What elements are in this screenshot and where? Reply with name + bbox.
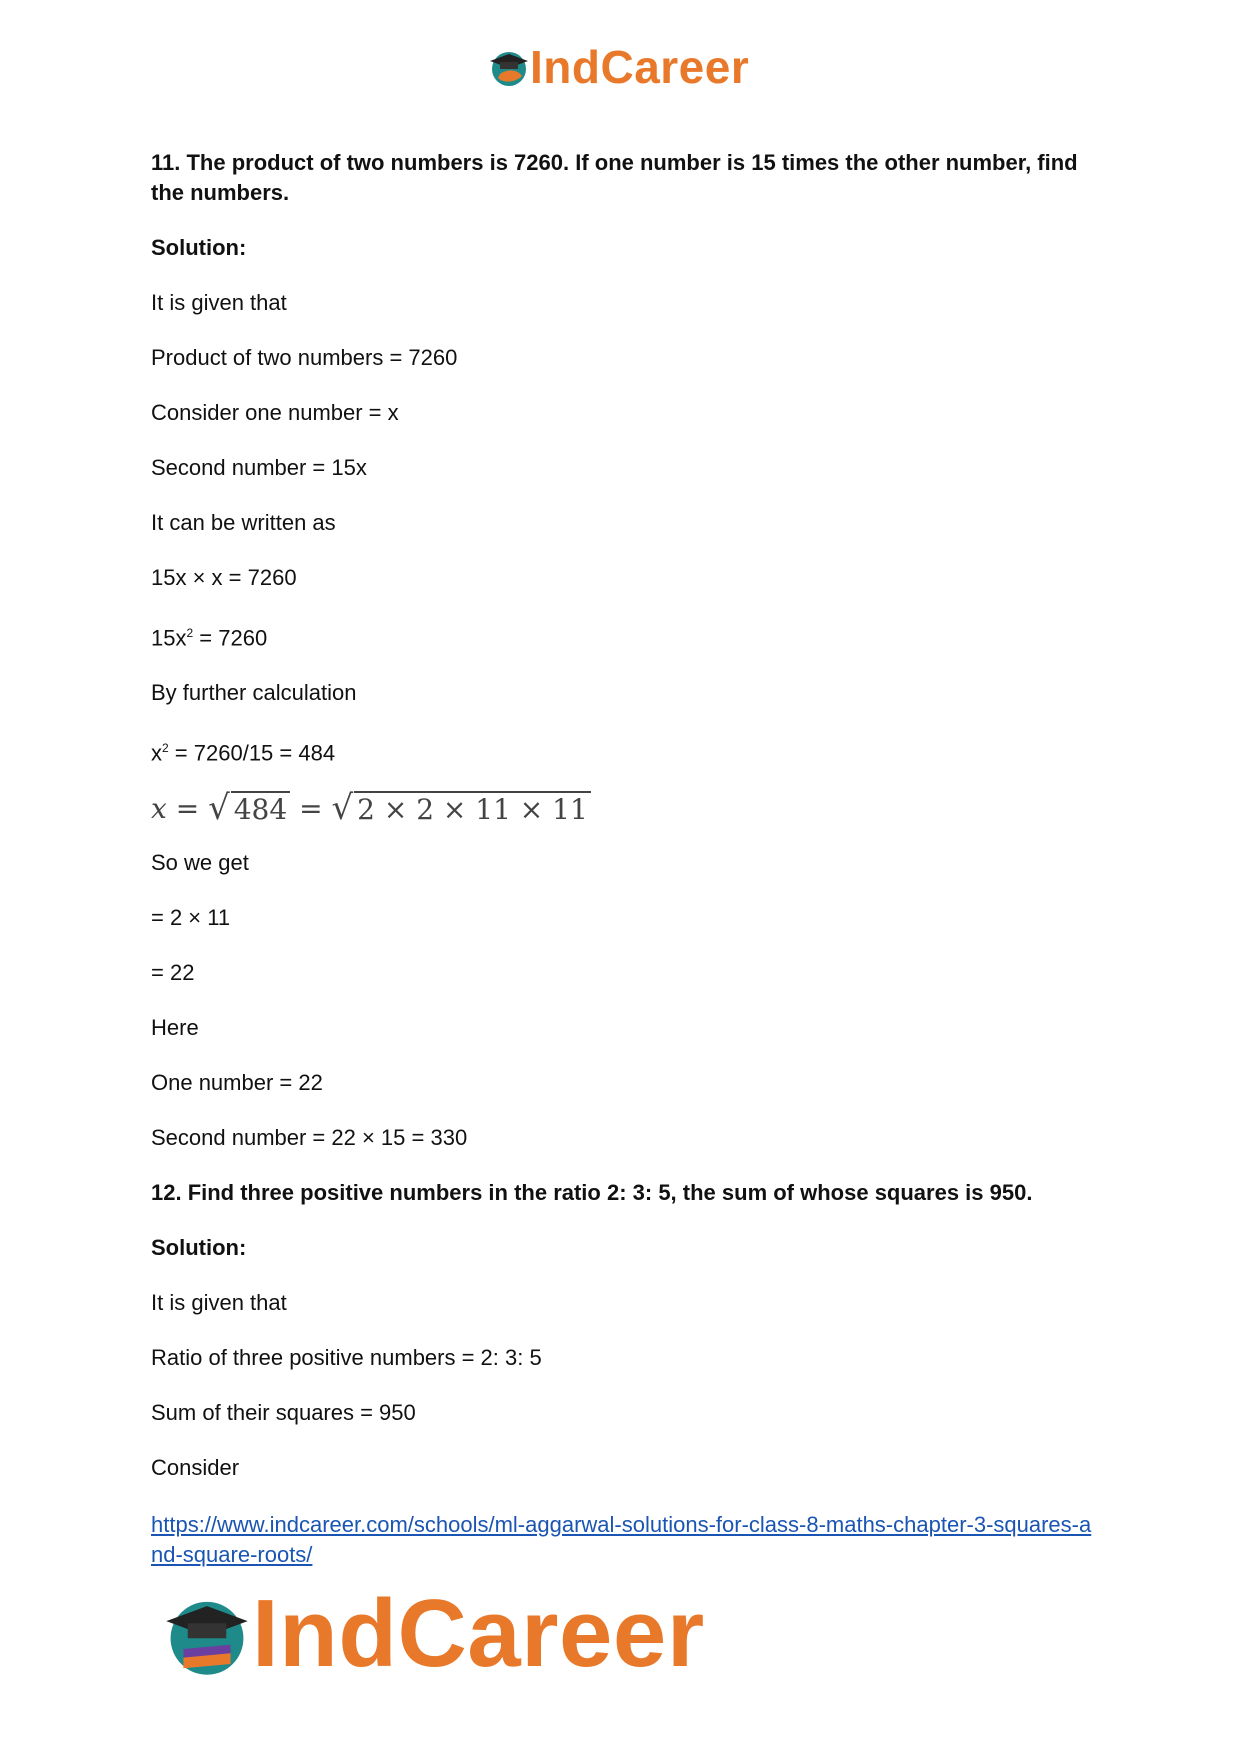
logo-text: IndCareer [530,41,750,93]
text-line: It can be written as [151,510,336,535]
text-line: It is given that [151,1289,287,1315]
sqrt-symbol: √ [208,787,230,828]
eq-base: x [151,740,162,766]
eq-rest: = 7260 [193,625,268,651]
text-line: By further calculation [151,680,357,706]
text-line: Here [151,1014,199,1040]
text-line: One number = 22 [151,1069,323,1095]
eq-exponent: 2 [186,626,194,640]
sqrt-formula [151,789,1101,829]
equation-line [151,618,1101,653]
text-line: Product of two numbers = 7260 [151,345,458,370]
text-line: Second number = 15x [151,455,367,480]
text-line: 15x × x = 7260 [151,565,297,590]
text-line: Consider one number = x [151,400,399,425]
eq-exponent: 2 [162,741,169,756]
radicand-2: 2 × 2 × 11 × 11 [354,791,591,827]
graduation-globe-icon [488,46,530,88]
equation-line [151,733,1101,768]
text-line: = 2 × 11 [151,904,231,930]
sqrt-symbol: √ [331,787,354,828]
question-12: 12. Find three positive numbers in the ratio 2: 3: 5, the sum of whose squares is 950. [151,1179,1033,1205]
solution-label: Solution: [151,1234,247,1260]
radical-1 [208,787,290,828]
text-line: = 22 [151,959,195,985]
text-line: Sum of their squares = 950 [151,1399,416,1425]
text-line: So we get [151,849,249,875]
footer-logo [162,1580,705,1687]
text-line: It is given that [151,290,287,315]
question-11: 11. The product of two numbers is 7260. If one number is 15 times the other number, find the numbers. [151,150,1078,205]
source-link[interactable]: https://www.indcareer.com/schools/ml-aggarwal-solutions-for-class-8-maths-chapter-3-squares-and-square-roots/ [151,1512,1092,1567]
radicand-1: 484 [231,791,290,827]
formula-equals: = [290,792,332,826]
text-line: Consider [151,1454,240,1480]
formula-equals: = [166,792,209,826]
document-body [151,148,1101,1483]
radical-2 [331,787,590,828]
formula-lhs: x [151,792,167,826]
graduation-globe-icon [162,1589,252,1679]
eq-base: 15x [151,625,187,651]
eq-rest: = 7260/15 = 484 [168,740,336,766]
text-line: Second number = 22 × 15 = 330 [151,1124,468,1150]
logo-text: IndCareer [252,1580,705,1687]
solution-label: Solution: [151,235,247,260]
header-logo [488,42,749,92]
text-line: Ratio of three positive numbers = 2: 3: 5 [151,1344,542,1370]
